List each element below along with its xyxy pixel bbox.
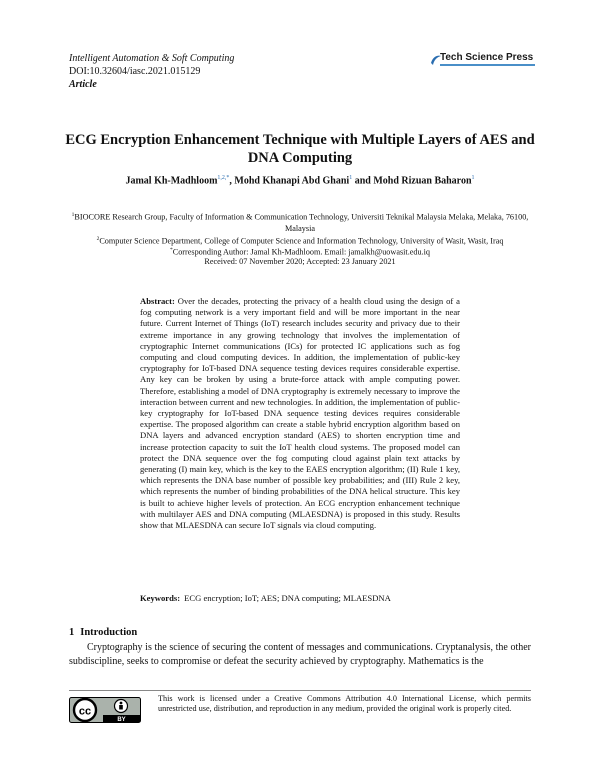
journal-header (69, 52, 234, 91)
journal-name: Intelligent Automation & Soft Computing (69, 53, 235, 64)
section-heading (69, 627, 137, 638)
author-separator: and (352, 175, 374, 187)
keywords-text: ECG encryption; IoT; AES; DNA computing; MLAESDNA (184, 593, 391, 603)
received-dates: Received: 07 November 2020; Accepted: 23 January 2021 (204, 257, 396, 266)
publisher-name: Tech Science Press (440, 52, 534, 63)
affiliation-2: $^2$Computer Science Department, College of Computer Science and Information Technology, University of Wasit, Wasit, Iraq (96, 236, 504, 246)
affiliation-1: $^1$BIOCORE Research Group, Faculty of Information & Communication Technology, Universiti Teknikal Malaysia Melaka, Melaka, 76100, Malaysia (71, 212, 529, 233)
author-sup[interactable]: 1 (349, 175, 353, 181)
author: Mohd Rizuan Baharon (373, 175, 472, 187)
author-sup[interactable]: 1,2,* (217, 175, 230, 181)
author-sup[interactable]: 1 (471, 175, 475, 181)
doi[interactable]: DOI:10.32604/iasc.2021.015129 (69, 66, 201, 77)
section-number: 1 (69, 627, 75, 638)
abstract (140, 296, 460, 531)
intro-paragraph: Cryptography is the science of securing the content of messages and communications. Cryptanalysis, the other subdiscipline, seeks to compromise or defeat the security achieved by cryptography. Mathematics is the (69, 642, 531, 667)
publisher-logo (424, 50, 534, 66)
corresponding-author: *Corresponding Author: Jamal Kh-Madhloom. Email: jamalkh@uowasit.edu.iq (170, 247, 430, 257)
footer-divider (69, 690, 531, 691)
keywords (140, 593, 470, 603)
article-type: Article (69, 79, 97, 90)
abstract-label: Abstract: (140, 296, 175, 306)
author: Mohd Khanapi Abd Ghani (234, 175, 350, 187)
license-text: This work is licensed under a Creative Commons Attribution 4.0 International License, which permits unrestricted use, distribution, and reproduction in any medium, provided the original work is properly cited. (158, 694, 531, 714)
cc-by-icon[interactable] (69, 697, 141, 723)
author: Jamal Kh-Madhloom (125, 175, 218, 187)
abstract-text: Over the decades, protecting the privacy of a health cloud using the design of a fog computing network is a very important field and will be more important in the near future. Current Internet of Things (IoT) research includes security and privacy due to their extreme importance in any growing technology that involves the implementation of cryptographic Internet communications (ICs) for protected IC applications such as fog computing and cloud computing devices. In addition, the implementation of public-key cryptography for IoT-based DNA sequence testing devices requires considerable expertise. Any key can be broken by using a brute-force attack with ample computing power. Therefore, establishing a model of DNA cryptography is extremely necessary to improve the interaction between current and new technologies. In addition, the implementation of public-key cryptography for IoT-based DNA sequence testing devices requires considerable expertise. The proposed algorithm can create a stable hybrid encryption algorithm based on DNA layers and advanced encryption standard (AES) to shorten encryption time and increase protection capacity to suit the IoT health cloud systems. The proposed model can protect the DNA sequence over the fog computing cloud against plain text attacks by generating (I) main key, which is the key to the EAES encryption algorithm; (II) Rule 1 key, which represents the DNA base number of possible key probabilities; and (III) Rule 2 key, which represents the number of binding probabilities of the DNA helical structure. This key is built to achieve higher levels of protection. An ECG encryption enhancement technique with multilayer AES and DNA computing (MLAESDNA) is proposed in this study. Results show that MLAESDNA can secure IoT signals via cloud computing. (140, 296, 460, 531)
keywords-label: Keywords: (140, 593, 181, 603)
author-separator: , (229, 175, 235, 187)
license-footer (69, 690, 531, 730)
section-title: Introduction (80, 627, 138, 638)
cc-by-label: BY (117, 717, 126, 723)
paper-title: ECG Encryption Enhancement Technique with Multiple Layers of AES and DNA Computing (65, 132, 535, 166)
publisher-underline (440, 64, 535, 66)
svg-text:cc: cc (78, 705, 92, 718)
author-list (60, 175, 540, 186)
